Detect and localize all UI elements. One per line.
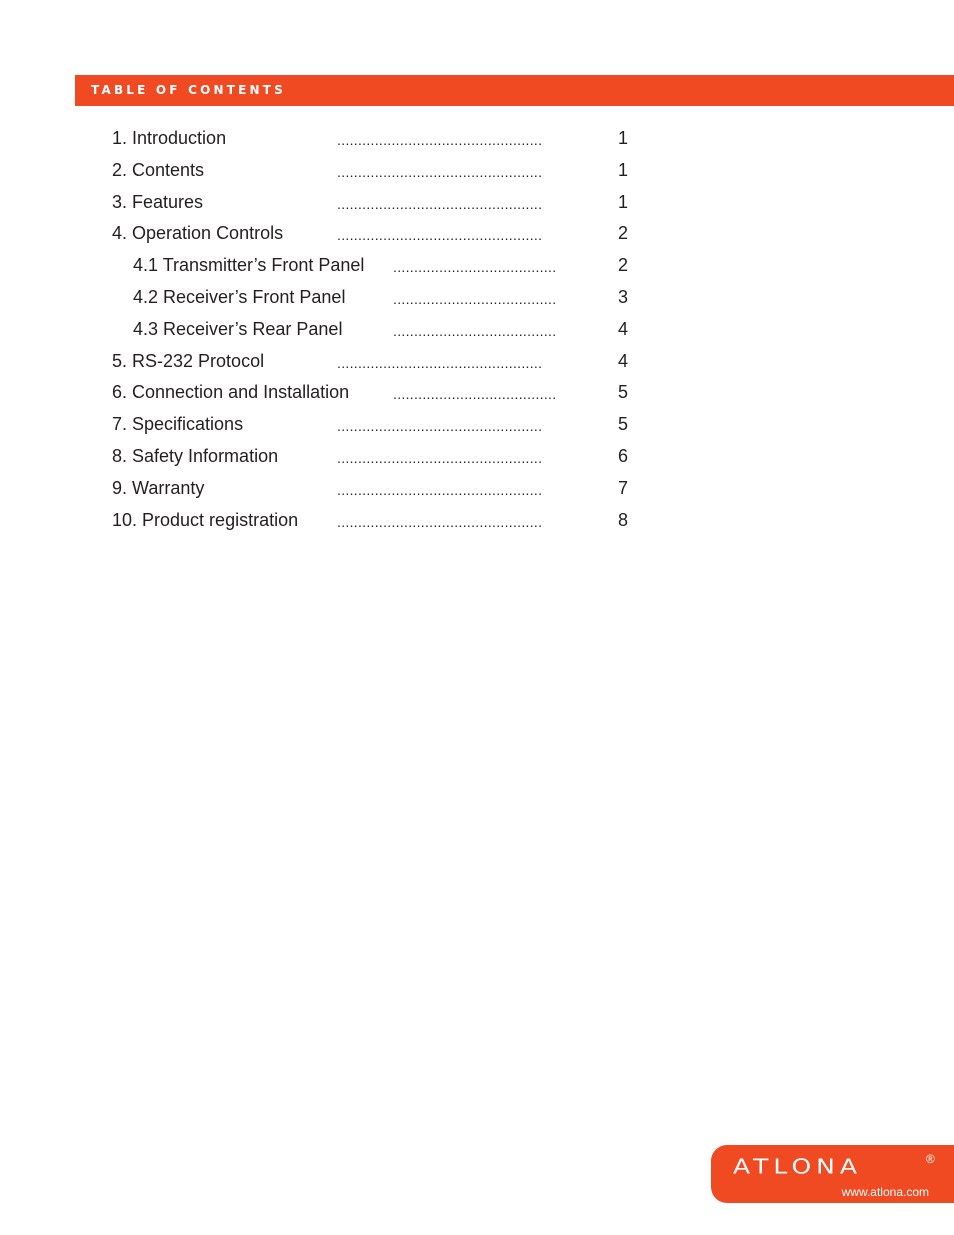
toc-entry-label: 9. Warranty [112, 477, 205, 498]
toc-entry-leader-dots: ................................................. [337, 450, 543, 466]
toc-entry-page-number: 1 [617, 128, 628, 148]
toc-entry[interactable] [0, 160, 954, 188]
logo-website-url: www.atlona.com [841, 1185, 929, 1199]
toc-entry-leader-dots: ....................................... [393, 259, 557, 276]
toc-entry[interactable] [0, 319, 954, 347]
toc-entry-leader-dots: ................................................. [337, 227, 543, 244]
toc-entry-label: 6. Connection and Installation [112, 382, 350, 403]
table-of-contents [0, 0, 954, 560]
toc-entry[interactable] [0, 510, 954, 538]
toc-entry-page-number: 7 [617, 477, 628, 498]
logo-brand-text: ATLONA [733, 1155, 862, 1179]
toc-entry-page-number: 4 [617, 350, 628, 371]
toc-entry[interactable] [0, 382, 954, 410]
toc-entry[interactable] [0, 255, 954, 283]
toc-entry[interactable] [0, 478, 954, 506]
toc-entry[interactable] [0, 128, 954, 156]
toc-entry-label: 2. Contents [112, 159, 205, 180]
toc-entry-leader-dots: ................................................. [337, 195, 543, 212]
toc-entry-label: 8. Safety Information [112, 446, 279, 466]
toc-entry-leader-dots: ................................................. [337, 163, 543, 180]
section-title: TABLE OF CONTENTS [91, 83, 286, 97]
toc-entry-leader-dots: ....................................... [393, 322, 557, 339]
toc-entry-label: 10. Product registration [112, 509, 299, 530]
toc-entry-label: 3. Features [112, 191, 204, 212]
toc-entry-label: 4. Operation Controls [112, 223, 284, 244]
toc-entry-page-number: 1 [617, 191, 628, 212]
toc-entry-page-number: 5 [617, 382, 628, 403]
atlona-logo [711, 1145, 954, 1203]
toc-entry-leader-dots: ....................................... [393, 386, 557, 403]
toc-entry[interactable] [0, 192, 954, 220]
toc-entry[interactable] [0, 414, 954, 442]
toc-entry[interactable] [0, 223, 954, 251]
toc-entry-page-number: 1 [617, 159, 628, 180]
toc-entry-page-number: 2 [617, 255, 628, 276]
toc-entry-label: 4.3 Receiver’s Rear Panel [133, 318, 343, 339]
registered-mark: ® [926, 1152, 935, 1166]
toc-entry-label: 4.2 Receiver’s Front Panel [133, 287, 346, 307]
toc-entry[interactable] [0, 287, 954, 315]
toc-entry-page-number: 3 [617, 287, 628, 307]
toc-entry-leader-dots: ....................................... [393, 291, 557, 307]
toc-entry[interactable] [0, 351, 954, 379]
toc-entry-label: 1. Introduction [112, 128, 227, 148]
toc-entry-page-number: 5 [617, 414, 628, 435]
toc-entry-page-number: 4 [617, 318, 628, 339]
toc-entry[interactable] [0, 446, 954, 474]
toc-entry-leader-dots: ................................................. [337, 481, 543, 498]
toc-entry-leader-dots: ................................................. [337, 513, 543, 530]
toc-entry-page-number: 8 [617, 509, 628, 530]
toc-entry-label: 5. RS-232 Protocol [112, 350, 265, 371]
toc-entry-page-number: 6 [617, 446, 628, 466]
toc-entry-leader-dots: ................................................. [337, 418, 543, 435]
toc-entry-leader-dots: ................................................. [337, 354, 543, 371]
toc-entry-leader-dots: ................................................. [337, 132, 543, 148]
toc-entry-label: 4.1 Transmitter’s Front Panel [133, 255, 365, 276]
toc-entry-page-number: 2 [617, 223, 628, 244]
toc-entry-label: 7. Specifications [112, 414, 244, 435]
